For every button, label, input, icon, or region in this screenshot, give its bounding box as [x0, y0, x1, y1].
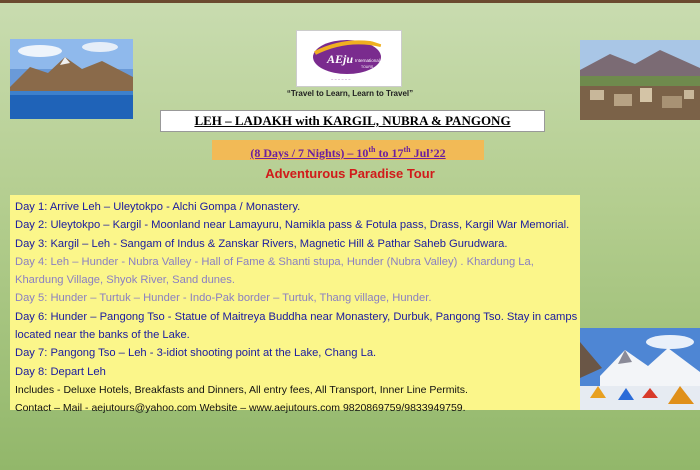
svg-text:International: International	[355, 58, 380, 63]
itinerary-day-6-cont: located near the banks of the Lake.	[15, 329, 190, 342]
camp-photo	[580, 328, 700, 410]
tour-subtitle: Adventurous Paradise Tour	[265, 166, 435, 181]
contact-line: Contact – Mail - aejutours@yahoo.com Website – www.aejutours.com 9820869759/9833949759.	[15, 402, 466, 415]
itinerary-day-2: Day 2: Uleytokpo – Kargil - Moonland near Lamayuru, Namikla pass & Fotula pass, Drass, Kargil War Memorial.	[15, 219, 570, 232]
company-logo	[296, 30, 402, 87]
village-photo	[580, 40, 700, 120]
svg-text:AEju: AEju	[327, 52, 354, 66]
svg-text:TOURS: TOURS	[361, 65, 374, 69]
itinerary-day-7: Day 7: Pangong Tso – Leh - 3-idiot shooting point at the Lake, Chang La.	[15, 347, 377, 360]
itinerary-day-5: Day 5: Hunder – Turtuk – Hunder - Indo-Pak border – Turtuk, Thang village, Hunder.	[15, 292, 432, 305]
itinerary-box	[10, 195, 580, 415]
svg-text:~ ~ ~ ~ ~ ~: ~ ~ ~ ~ ~ ~	[331, 77, 351, 82]
itinerary-day-6: Day 6: Hunder – Pangong Tso - Statue of Maitreya Buddha near Monastery, Durbuk, Pangong Tso. Stay in camps	[15, 310, 578, 323]
itinerary-day-8: Day 8: Depart Leh	[15, 365, 106, 378]
tour-duration: (8 Days / 7 Nights) – 10th to 17th Jul’22	[212, 140, 484, 160]
includes-line: Includes - Deluxe Hotels, Breakfasts and Dinners, All entry fees, All Transport, Inner Line Permits.	[15, 383, 468, 396]
itinerary-day-3: Day 3: Kargil – Leh - Sangam of Indus & Zanskar Rivers, Magnetic Hill & Pathar Saheb Gurudwara.	[15, 237, 508, 250]
tagline: “Travel to Learn, Learn to Travel”	[286, 89, 414, 98]
tour-title: LEH – LADAKH with KARGIL, NUBRA & PANGONG	[160, 110, 545, 132]
itinerary-day-1: Day 1: Arrive Leh – Uleytokpo - Alchi Gompa / Monastery.	[15, 201, 301, 213]
itinerary-day-4: Day 4: Leh – Hunder - Nubra Valley - Hall of Fame & Shanti stupa, Hunder (Nubra Valley) . Khardung La,	[15, 255, 534, 268]
lake-mountain-photo	[10, 39, 133, 119]
itinerary-day-4-cont: Khardung Village, Shyok River, Sand dunes.	[15, 274, 235, 287]
